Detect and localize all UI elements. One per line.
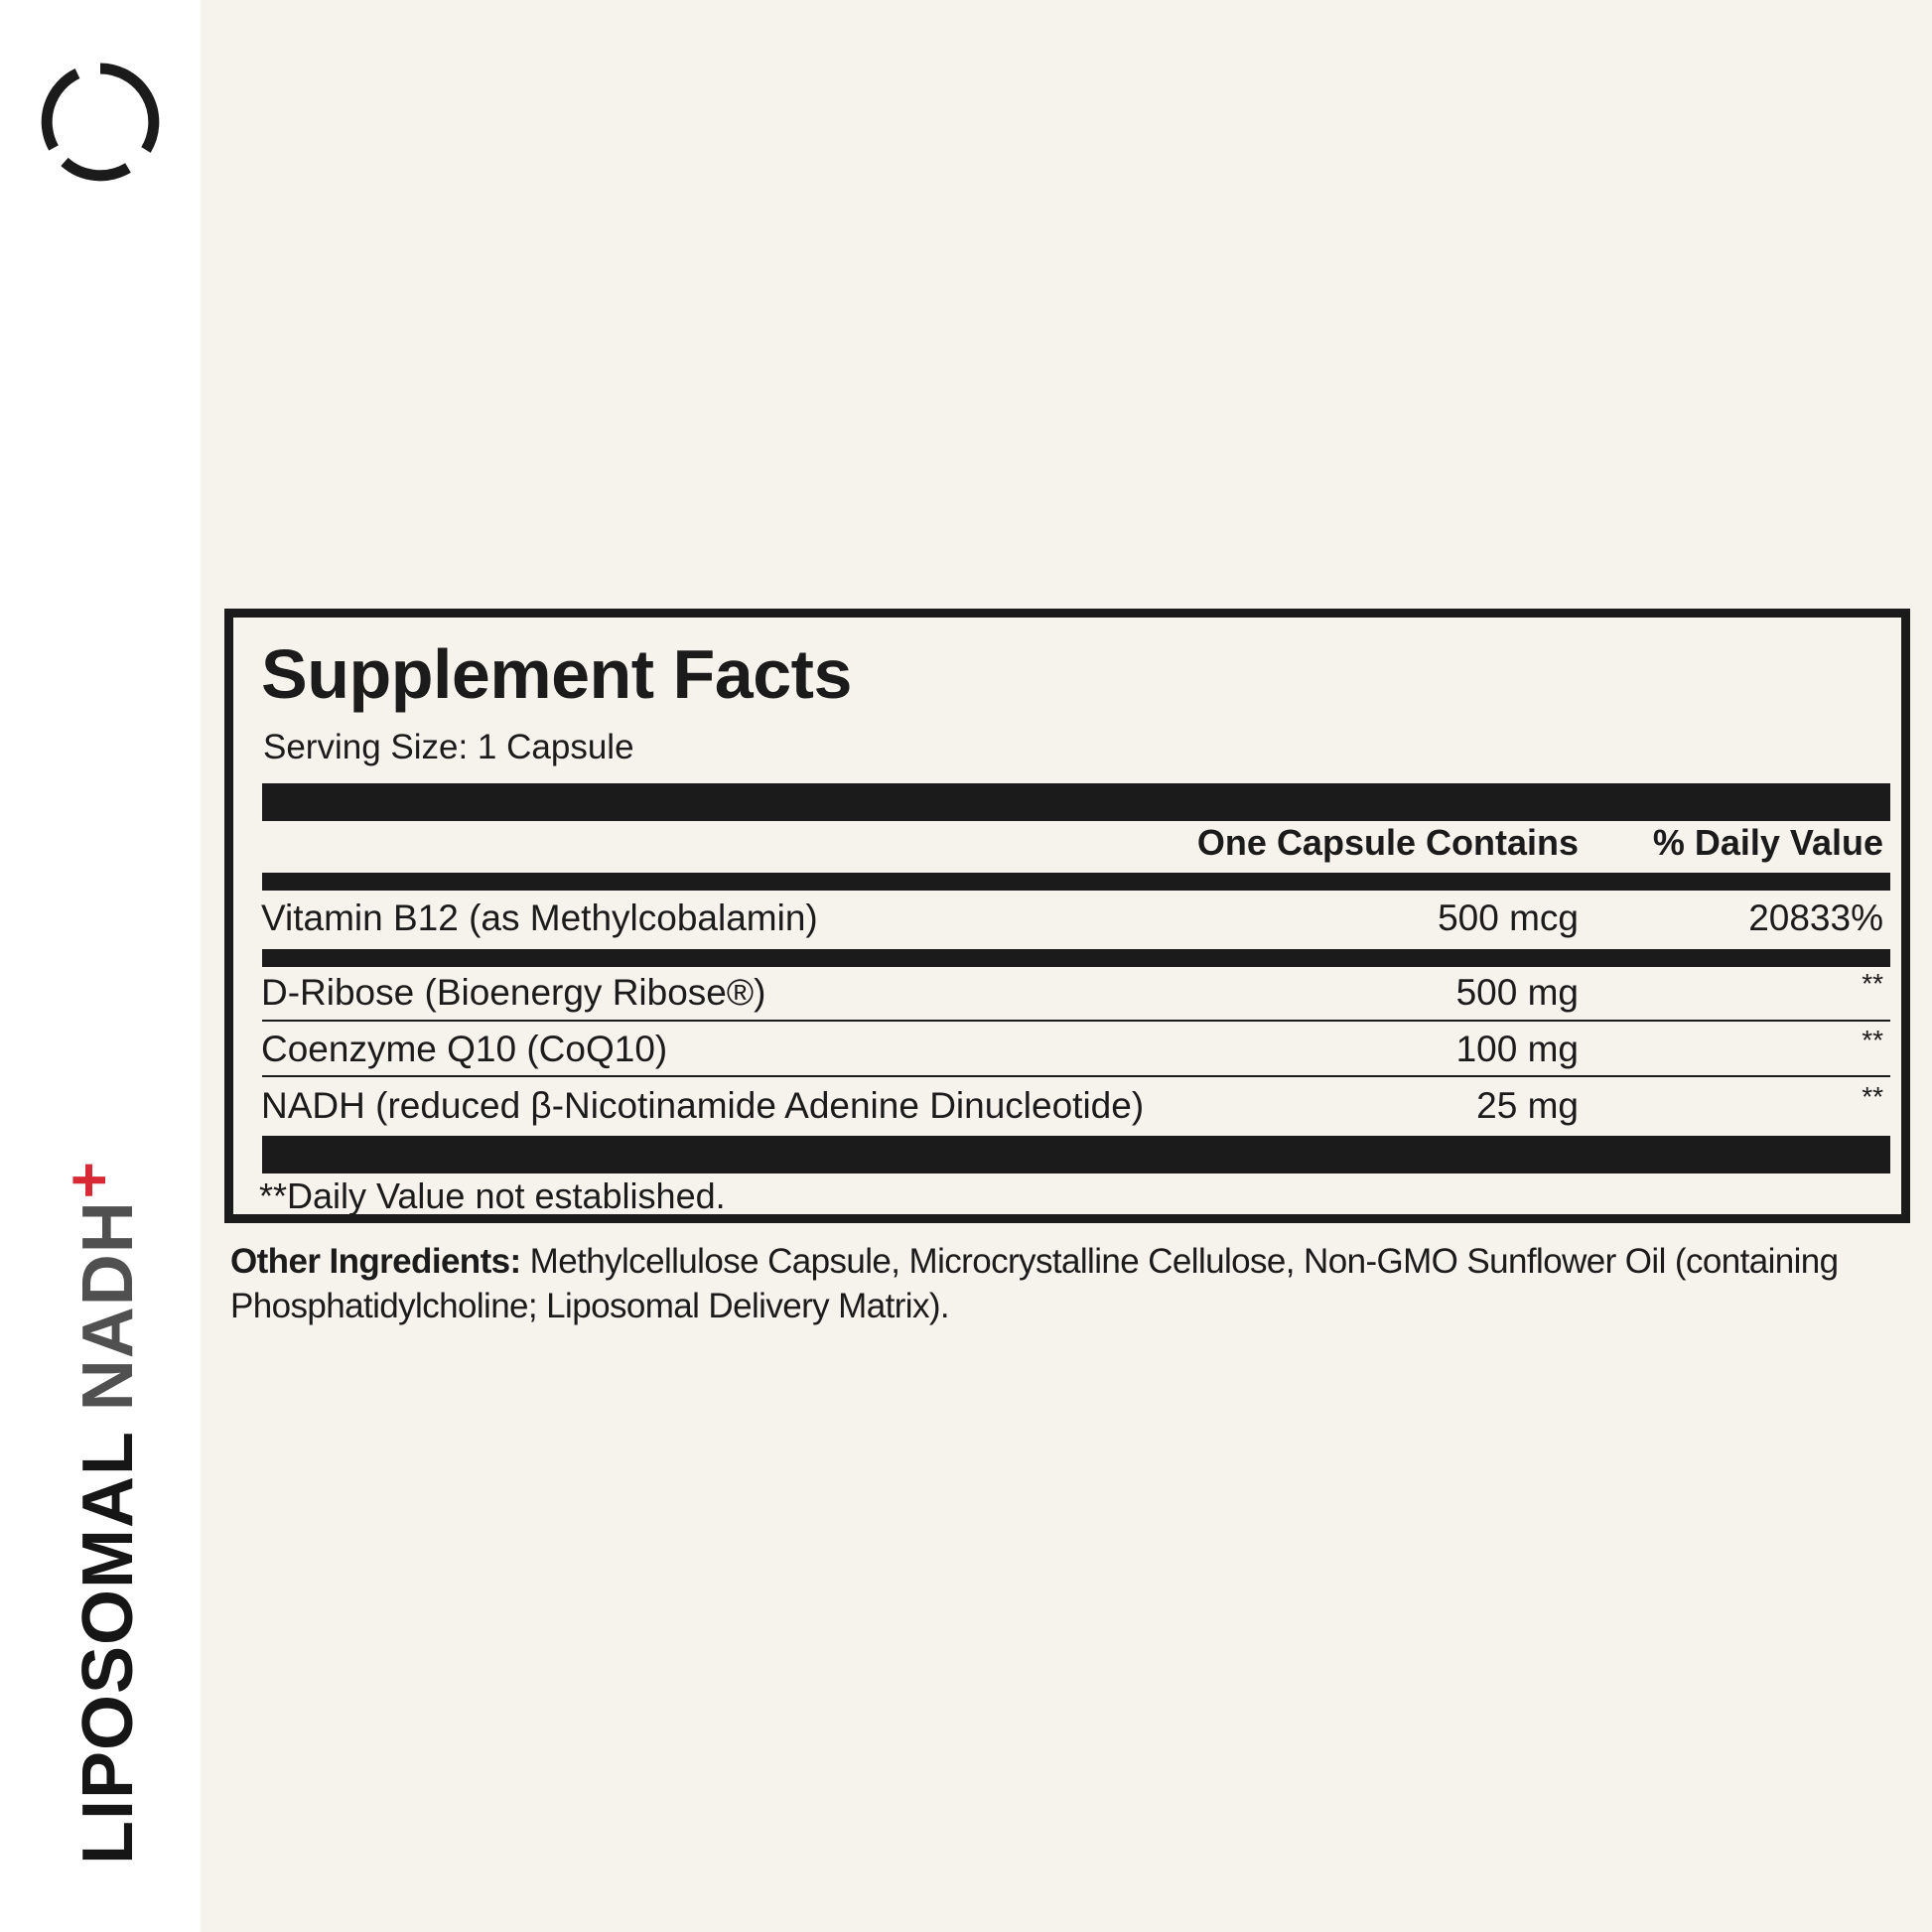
supplement-facts-panel	[224, 609, 1910, 1223]
row-divider	[262, 1075, 1890, 1077]
table-row	[233, 1081, 1901, 1135]
divider-header	[262, 873, 1890, 891]
ingredient-amount: 100 mg	[1455, 1029, 1579, 1069]
ingredient-amount: 500 mcg	[1438, 897, 1579, 938]
other-ingredients-label: Other Ingredients:	[230, 1242, 521, 1281]
serving-size: Serving Size: 1 Capsule	[263, 728, 634, 766]
facts-title: Supplement Facts	[261, 635, 852, 713]
product-name-part-2: NADH	[69, 1200, 148, 1412]
header-amount: One Capsule Contains	[1196, 822, 1579, 863]
daily-value-footnote: **Daily Value not established.	[259, 1175, 726, 1216]
other-ingredients	[230, 1239, 1918, 1328]
divider-thick-top	[262, 783, 1890, 821]
plus-icon: +	[53, 1160, 124, 1199]
row-divider	[262, 1020, 1890, 1022]
brand-sidebar	[0, 0, 201, 1932]
divider-after-vitamins	[262, 949, 1890, 967]
broken-ring-logo-icon	[40, 62, 161, 183]
other-ingredients-text: Methylcellulose Capsule, Microcrystalline Cellulose, Non-GMO Sunflower Oil (containing Phosphatidylcholine; Liposomal Delivery Matrix).	[230, 1242, 1839, 1325]
table-row	[233, 1025, 1901, 1078]
table-row	[233, 968, 1901, 1022]
ingredient-name: Vitamin B12 (as Methylcobalamin)	[261, 897, 818, 938]
ingredient-daily-value: **	[1862, 1025, 1883, 1055]
header-daily-value: % Daily Value	[1652, 822, 1883, 863]
ingredient-daily-value: **	[1862, 1081, 1883, 1112]
ingredient-daily-value: 20833%	[1748, 897, 1883, 938]
product-name-part-1: LIPOSOMAL	[69, 1411, 148, 1864]
product-name-vertical	[53, 1160, 148, 1864]
ingredient-name: NADH (reduced β-Nicotinamide Adenine Dinucleotide)	[261, 1085, 1145, 1126]
ingredient-name: D-Ribose (Bioenergy Ribose®)	[261, 972, 766, 1013]
ingredient-amount: 500 mg	[1455, 972, 1579, 1013]
ingredient-amount: 25 mg	[1476, 1085, 1579, 1126]
divider-thick-bottom	[262, 1136, 1890, 1173]
ingredient-name: Coenzyme Q10 (CoQ10)	[261, 1029, 668, 1069]
ingredient-daily-value: **	[1862, 968, 1883, 999]
table-row	[233, 899, 1901, 947]
